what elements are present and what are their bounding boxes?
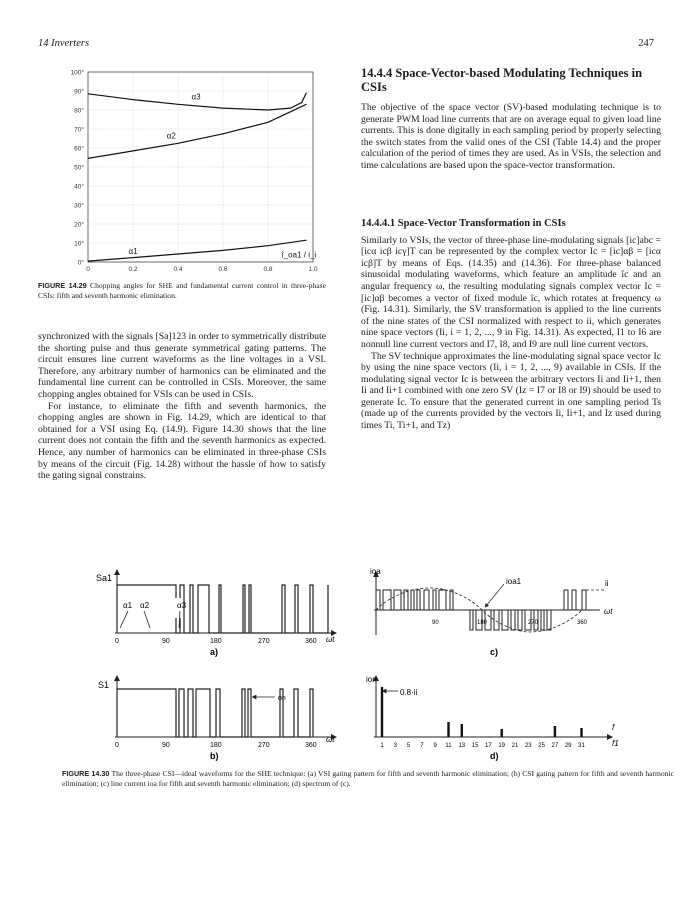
spectrum-tick-labels: [380, 743, 585, 749]
right-column: [361, 66, 661, 432]
figure-14-30-caption-text: The three-phase CSI—ideal waveforms for the SHE technique: (a) VSI gating pattern for fifth and seventh harmonic elimination; (b) CSI gating pattern for fifth and seventh harmonic elimination; (c) line current ioa for fifth and seventh harmonic elimination; (d) spectrum of (c).: [62, 769, 674, 788]
data-point-α3: [306, 93, 307, 94]
data-point-α2: [306, 104, 307, 105]
spectrum-tick-h23: 23: [524, 743, 532, 749]
spectrum-tick-h3: 3: [393, 743, 397, 749]
page-number: 247: [638, 38, 654, 49]
spectrum-tick-h1: 1: [380, 743, 384, 749]
running-header-chapter: 14 Inverters: [38, 38, 90, 49]
panel-a-tick-360: 360: [305, 638, 317, 645]
panel-b-tick-90: 90: [162, 742, 170, 749]
data-point-α3: [178, 104, 179, 105]
alpha2-label: α2: [140, 601, 150, 610]
panel-a-tag: a): [210, 647, 219, 657]
right-paragraph-3: The SV technique approximates the line-modulating signal space vector Ic by using the nine space vectors (Ii, i = 1, 2, ..., 9) available in CSIs. If the modulating signal vector Ic is between the arbitrary vectors Ii and Ii+1, then Ii and Ii+1 combined with one zero SV (Iz = I7 or I8 or I9) should be used to generate Ic. To ensure that the generated current in one sampling period Ts (made up of the currents provided by the vectors Ii, Ii+1, and Iz used during times Ti, Ti+1, and Tz): [361, 350, 661, 432]
panel-c-tick-180: 180: [477, 620, 488, 626]
data-point-α2: [178, 143, 179, 144]
panel-a-tick-180: 180: [210, 638, 222, 645]
panel-d: [366, 675, 619, 761]
figure-14-29-chart: [30, 62, 320, 280]
x-tick-label: 0.8: [263, 266, 273, 273]
panel-b-on-label: on: [278, 695, 286, 702]
x-tick-label: 1.0: [308, 266, 318, 273]
alpha1-series-label: α1: [128, 247, 138, 257]
data-point-α2: [268, 122, 269, 123]
spectrum-tick-h9: 9: [433, 743, 437, 749]
alpha3-label: α3: [177, 601, 187, 610]
section-title: 14.4.4 Space-Vector-based Modulating Techniques in CSIs: [361, 66, 643, 94]
spectrum-tick-h17: 17: [485, 743, 492, 749]
data-point-α1: [178, 254, 179, 255]
data-point-α3: [223, 108, 224, 109]
y-tick-label: 40°: [74, 183, 84, 191]
data-point-α3: [290, 108, 291, 109]
spectrum-bar-h27: [554, 726, 556, 737]
panel-b-axis-label: ωt: [326, 735, 335, 744]
spectrum-bar-h1: [381, 687, 383, 737]
panel-b-tick-180: 180: [210, 742, 222, 749]
y-tick-label: 0°: [77, 259, 84, 267]
figure-14-30-label: FIGURE 14.30: [62, 769, 110, 778]
y-tick-label: 20°: [74, 221, 84, 229]
spectrum-tick-h19: 19: [498, 743, 506, 749]
panel-a-tick-90: 90: [162, 638, 170, 645]
spectrum-tick-h25: 25: [538, 743, 545, 749]
panel-d-signal-label: ion: [366, 675, 377, 684]
spectrum-tick-h15: 15: [471, 743, 479, 749]
x-tick-label: 0.2: [128, 266, 138, 273]
x-axis-label: î_oa1 / i_i: [281, 250, 317, 260]
alpha1-label: α1: [123, 601, 133, 610]
panel-c-tick-90: 90: [432, 620, 439, 626]
panel-d-axis-label-2: f1: [612, 739, 619, 748]
y-tick-label: 80°: [74, 107, 84, 115]
alpha3-series-label: α3: [191, 92, 201, 102]
spectrum-tick-h31: 31: [578, 743, 585, 749]
panel-d-axis-label: f: [612, 723, 615, 732]
data-point-α2: [88, 158, 89, 159]
panel-b-tick-270: 270: [258, 742, 270, 749]
panel-c-tag: c): [490, 647, 499, 657]
left-paragraph-1: synchronized with the signals [Sa]123 in order to symmetrically distribute the shorting pulse and thus generate symmetrical gating patterns. The circuit ensures line current waveforms as the line voltages in a VSI. Therefore, any arbitrary number of harmonics can be eliminated and the fundamental line current can be controlled in CSIs. Moreover, the same chopping angles obtained for VSIs can be used in CSIs.: [38, 331, 326, 400]
left-paragraph-2: For instance, to eliminate the fifth and seventh harmonics, the chopping angles are shown in Fig. 14.29, which are identical to that obtained for a VSI using Eq. (14.9). Figure 14.30 shows that the line current does not contain the fifth and the seventh harmonics as expected. Hence, any number of harmonics can be eliminated in three-phase CSIs by means of the circuit (Fig. 14.28) without the hassle of how to satisfy the gating signal constrains.: [38, 400, 326, 482]
panel-c-axis-label: ωt: [604, 607, 613, 616]
panel-a-tick-270: 270: [258, 638, 270, 645]
y-tick-label: 70°: [74, 126, 84, 134]
data-point-α1: [88, 261, 89, 262]
figure-14-29-caption-text: Chopping angles for SHE and fundamental current control in three-phase CSIs: fifth and seventh harmonic elimination.: [38, 281, 326, 300]
data-point-α3: [133, 99, 134, 100]
data-point-α1: [306, 240, 307, 241]
y-tick-label: 10°: [74, 240, 84, 248]
left-column-text: [38, 331, 326, 482]
x-tick-label: 0: [86, 266, 90, 273]
figure-14-29-caption: [38, 281, 326, 301]
spectrum-tick-h5: 5: [406, 743, 411, 749]
y-tick-label: 60°: [74, 145, 84, 153]
x-tick-label: 0.4: [173, 266, 183, 273]
panel-b-tick-360: 360: [305, 742, 317, 749]
panel-c-tick-270: 270: [528, 620, 539, 626]
y-tick-label: 50°: [74, 164, 84, 172]
panel-c-tick-360: 360: [577, 620, 588, 626]
spectrum-tick-h21: 21: [511, 743, 519, 749]
spectrum-tick-h7: 7: [420, 743, 424, 749]
spectrum-bar-h31: [580, 728, 582, 737]
panel-a-axis-label: ωt: [326, 635, 335, 644]
data-point-α2: [133, 151, 134, 152]
panel-c-ii-label: ii: [605, 579, 609, 588]
panel-a-tick-0: 0: [115, 638, 119, 645]
panel-a-signal-label: Sa1: [96, 573, 113, 583]
panel-c-fund-label: ioa1: [506, 577, 522, 586]
y-tick-label: 90°: [74, 88, 84, 96]
spectrum-tick-h11: 11: [445, 743, 452, 749]
figure-14-29-label: FIGURE 14.29: [38, 281, 87, 290]
panel-b-tag: b): [210, 751, 219, 761]
data-point-α3: [268, 110, 269, 111]
x-tick-label: 0.6: [218, 266, 228, 273]
data-point-α2: [223, 133, 224, 134]
panel-b-signal-label: S1: [98, 680, 110, 690]
right-paragraph-1: The objective of the space vector (SV)-based modulating technique is to generate PWM load line currents that are on average equal to given load line currents. This is done digitally in each sampling period by properly selecting the switch states from the valid ones of the CSI (Table 14.4) and the proper calculation of the period of times they are used. As in VSIs, the selection and time calculations are based upon the space-vector transformation.: [361, 102, 661, 171]
spectrum-tick-h27: 27: [551, 743, 559, 749]
panel-d-tag: d): [490, 751, 499, 761]
right-paragraph-2: Similarly to VSIs, the vector of three-phase line-modulating signals [ic]abc = [icα icβ icγ]T can be represented by the complex vector Ic = [ic]αβ = [icα icβ]T by means of Eqs. (14.35) and (14.36). For three-phase balanced sinusoidal modulating waveforms, which feature an amplitude îc and an angular frequency ω, the resulting modulating signals complex vector Ic = [ic]αβ becomes a vector of fixed module îc, which rotates at frequency ω (Fig. 14.31). Similarly, the SV transformation is applied to the line currents of the nine states of the CSI normalized with respect to ii, which generates nine space vectors (Ii, i = 1, 2, ..., 9 in Fig. 14.31). As expected, I1 to I6 are nonnull line current vectors and I7, I8, and I9 are null line current vectors.: [361, 234, 661, 350]
data-point-α1: [268, 245, 269, 246]
spectrum-tick-h29: 29: [564, 743, 572, 749]
data-point-α1: [133, 257, 134, 258]
data-point-α3: [88, 93, 89, 94]
spectrum-tick-h13: 13: [458, 743, 466, 749]
panel-b: [98, 678, 335, 761]
figure-14-30-waveforms: [30, 560, 670, 762]
alpha2-series-label: α2: [166, 131, 176, 141]
spectrum-bar-h11: [447, 722, 449, 737]
y-tick-label: 30°: [74, 202, 84, 210]
panel-d-amplitude-label: 0.8·ii: [400, 688, 418, 697]
panel-c-signal-label: ioa: [370, 567, 381, 576]
data-point-α1: [223, 250, 224, 251]
figure-14-30-caption: [62, 769, 674, 789]
panel-b-tick-0: 0: [115, 742, 119, 749]
subsection-title: 14.4.4.1 Space-Vector Transformation in CSIs: [361, 217, 566, 229]
y-tick-label: 100°: [70, 69, 84, 77]
spectrum-bar-h19: [501, 729, 503, 737]
panel-c: [370, 567, 613, 657]
panel-c-fund-pointer: [486, 584, 504, 606]
spectrum-bar-h13: [461, 724, 463, 737]
panel-a: [96, 572, 335, 657]
data-point-α3: [301, 102, 302, 103]
